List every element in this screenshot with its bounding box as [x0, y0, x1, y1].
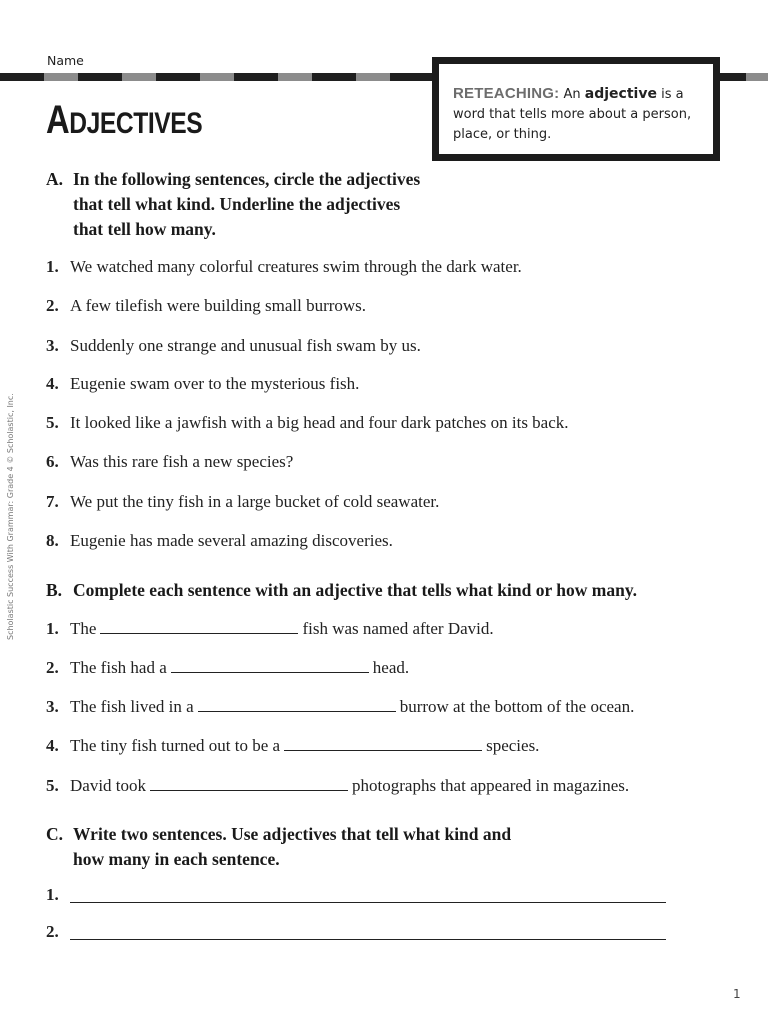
reteaching-text-before: An: [559, 87, 585, 102]
sentence-end: fish was named after David.: [302, 619, 494, 638]
item-sentence: Was this rare fish a new species?: [70, 452, 294, 471]
item-number: 4.: [46, 736, 59, 755]
reteaching-box: [432, 57, 720, 161]
item-number: 5.: [46, 413, 59, 432]
reteaching-text-after: is a word that tells more about a person, place, or thing.: [453, 87, 692, 142]
section-b-item: [46, 776, 629, 796]
page-title: [46, 98, 202, 143]
section-c-line-1: Write two sentences. Use adjectives that tell what kind and: [73, 824, 512, 844]
sentence-start: The: [70, 619, 97, 638]
item-number: 7.: [46, 492, 59, 511]
item-sentence: We put the tiny fish in a large bucket of cold seawater.: [70, 492, 440, 511]
sentence-start: David took: [70, 776, 147, 795]
sentence-end: burrow at the bottom of the ocean.: [399, 697, 635, 716]
write-line[interactable]: [70, 939, 666, 940]
item-number: 5.: [46, 776, 59, 795]
page-number: 1: [733, 987, 741, 1001]
item-number: 1.: [46, 619, 59, 638]
item-number: 2.: [46, 658, 59, 677]
item-number: 6.: [46, 452, 59, 471]
section-a-instruction: [46, 167, 420, 242]
item-sentence: Suddenly one strange and unusual fish swam by us.: [70, 336, 421, 355]
section-a-item: [46, 336, 421, 356]
section-b-item: [46, 697, 634, 717]
section-c-instruction: [46, 822, 511, 872]
write-line[interactable]: [70, 902, 666, 903]
section-a-item: [46, 492, 439, 512]
section-a-item: [46, 257, 522, 277]
sentence-end: head.: [372, 658, 410, 677]
fill-in-blank[interactable]: [150, 776, 348, 791]
item-number: 2.: [46, 296, 59, 315]
section-b-letter: B.: [46, 580, 63, 600]
reteaching-tag: RETEACHING:: [453, 85, 560, 102]
item-sentence: We watched many colorful creatures swim through the dark water.: [70, 257, 522, 276]
item-sentence: It looked like a jawfish with a big head and four dark patches on its back.: [70, 413, 569, 432]
sentence-start: The fish lived in a: [70, 697, 194, 716]
item-number: 3.: [46, 697, 59, 716]
section-b-item: [46, 619, 494, 639]
fill-in-blank[interactable]: [284, 736, 482, 751]
section-a-line-3: that tell how many.: [73, 219, 216, 239]
item-number: 2.: [46, 922, 59, 941]
section-a-item: [46, 531, 393, 551]
section-a-line-2: that tell what kind. Underline the adjectives: [73, 194, 401, 214]
fill-in-blank[interactable]: [100, 619, 298, 634]
title-rest: DJECTIVES: [69, 107, 203, 140]
item-number: 8.: [46, 531, 59, 550]
section-a-item: [46, 296, 366, 316]
section-b-instruction: [46, 578, 637, 603]
sentence-start: The tiny fish turned out to be a: [70, 736, 281, 755]
sentence-start: The fish had a: [70, 658, 167, 677]
item-number: 1.: [46, 257, 59, 276]
section-a-item: [46, 452, 293, 472]
section-a-item: [46, 374, 359, 394]
section-b-item: [46, 658, 409, 678]
sentence-end: photographs that appeared in magazines.: [352, 776, 630, 795]
reteaching-term: adjective: [584, 86, 657, 102]
title-initial: A: [46, 98, 70, 142]
item-number: 3.: [46, 336, 59, 355]
section-c-line-2: how many in each sentence.: [73, 849, 280, 869]
section-b-line-1: Complete each sentence with an adjective that tells what kind or how many.: [73, 580, 638, 600]
fill-in-blank[interactable]: [171, 658, 369, 673]
section-c-item: [46, 885, 70, 905]
section-c-letter: C.: [46, 824, 64, 844]
section-c-item: [46, 922, 70, 942]
section-b-item: [46, 736, 539, 756]
item-sentence: Eugenie has made several amazing discoveries.: [70, 531, 393, 550]
side-credit: Scholastic Success With Grammar: Grade 4 © Scholastic, Inc.: [6, 393, 15, 640]
item-number: 4.: [46, 374, 59, 393]
section-a-letter: A.: [46, 169, 64, 189]
item-number: 1.: [46, 885, 59, 904]
item-sentence: A few tilefish were building small burrows.: [70, 296, 367, 315]
section-a-item: [46, 413, 569, 433]
item-sentence: Eugenie swam over to the mysterious fish.: [70, 374, 360, 393]
fill-in-blank[interactable]: [198, 697, 396, 712]
reteaching-text: [439, 64, 713, 154]
section-a-line-1: In the following sentences, circle the adjectives: [73, 169, 421, 189]
sentence-end: species.: [486, 736, 540, 755]
name-label: Name: [47, 53, 84, 68]
